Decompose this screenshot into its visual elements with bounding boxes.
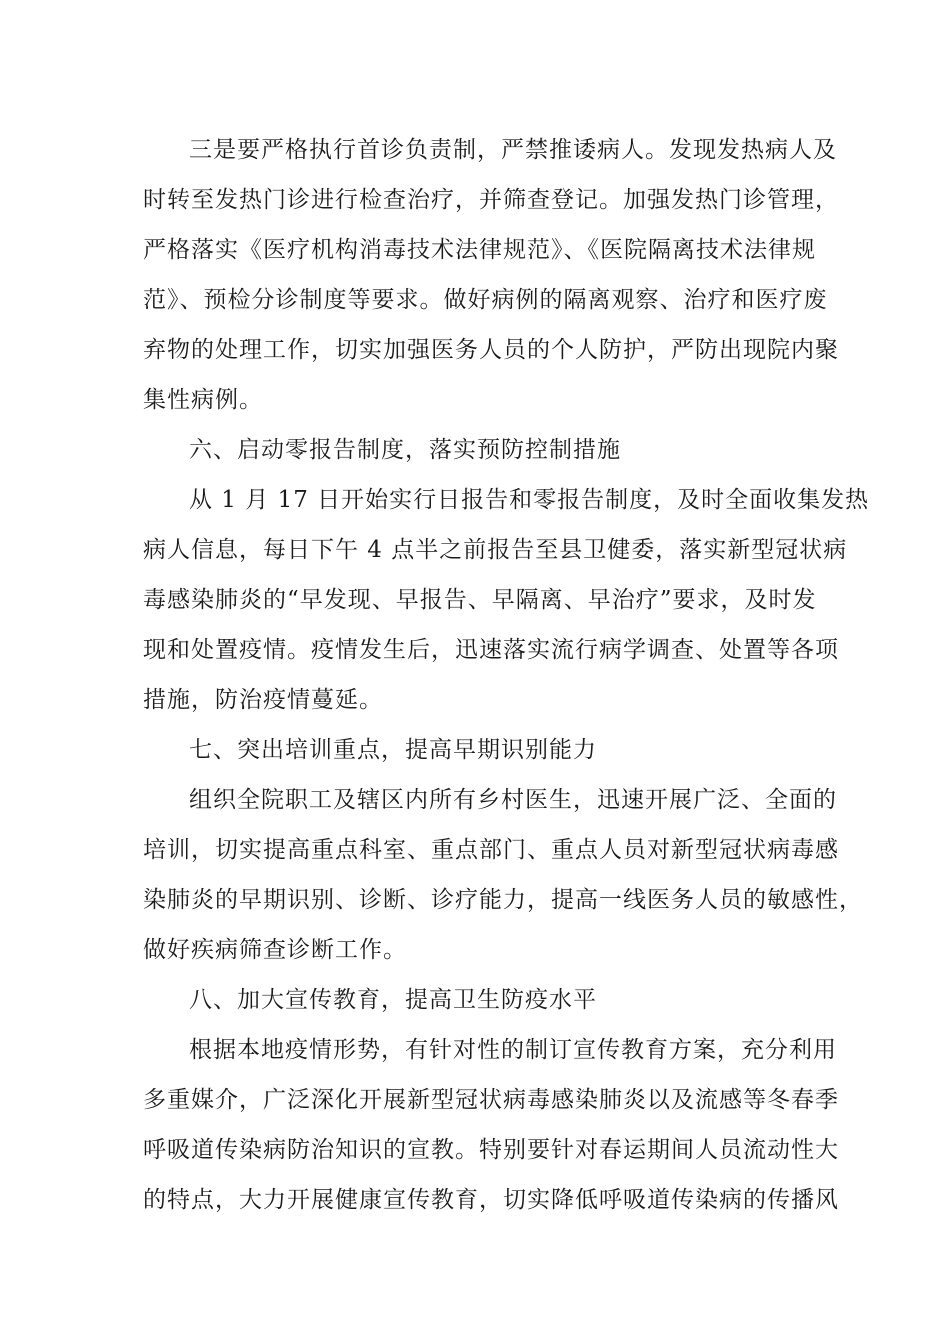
text-line: 时转至发热门诊进行检查治疗，并筛查登记。加强发热门诊管理， — [143, 187, 839, 213]
section-heading-8 — [143, 975, 823, 1025]
paragraph-zero-report — [143, 475, 870, 725]
heading-text: 六、启动零报告制度，落实预防控制措施 — [189, 437, 621, 463]
text-line: 严格落实《医疗机构消毒技术法律规范》、《医院隔离技术法律规 — [143, 237, 816, 263]
section-heading-6 — [143, 425, 823, 475]
paragraph-first-diagnosis — [143, 125, 839, 425]
heading-text: 七、突出培训重点，提高早期识别能力 — [189, 737, 597, 763]
text-line: 呼吸道传染病防治知识的宣教。特别要针对春运期间人员流动性大 — [143, 1137, 839, 1163]
text-line: 集性病例。 — [143, 387, 263, 413]
text-line: 培训，切实提高重点科室、重点部门、重点人员对新型冠状病毒感 — [143, 837, 839, 863]
section-heading-7 — [143, 725, 823, 775]
text-line: 措施，防治疫情蔓延。 — [143, 687, 383, 713]
text-line: 三是要严格执行首诊负责制，严禁推诿病人。发现发热病人及 — [189, 137, 837, 163]
document-body — [143, 125, 870, 1225]
text-line: 病人信息，每日下午 4 点半之前报告至县卫健委，落实新型冠状病 — [143, 537, 848, 563]
text-line: 弃物的处理工作，切实加强医务人员的个人防护，严防出现院内聚 — [143, 337, 839, 363]
text-line: 染肺炎的早期识别、诊断、诊疗能力，提高一线医务人员的敏感性， — [143, 887, 863, 913]
text-line: 毒感染肺炎的“早发现、早报告、早隔离、早治疗”要求，及时发 — [143, 587, 817, 613]
text-line: 的特点，大力开展健康宣传教育，切实降低呼吸道传染病的传播风 — [143, 1187, 839, 1213]
text-line: 现和处置疫情。疫情发生后，迅速落实流行病学调查、处置等各项 — [143, 637, 839, 663]
text-line: 范》、预检分诊制度等要求。做好病例的隔离观察、治疗和医疗废 — [143, 287, 828, 313]
text-line: 多重媒介，广泛深化开展新型冠状病毒感染肺炎以及流感等冬春季 — [143, 1087, 839, 1113]
text-line: 组织全院职工及辖区内所有乡村医生，迅速开展广泛、全面的 — [189, 787, 837, 813]
paragraph-training — [143, 775, 863, 975]
heading-text: 八、加大宣传教育，提高卫生防疫水平 — [189, 987, 597, 1013]
text-line: 从 1 月 17 日开始实行日报告和零报告制度，及时全面收集发热 — [189, 487, 870, 513]
paragraph-publicity — [143, 1025, 839, 1225]
text-line: 根据本地疫情形势，有针对性的制订宣传教育方案，充分利用 — [189, 1037, 837, 1063]
text-line: 做好疾病筛查诊断工作。 — [143, 937, 407, 963]
